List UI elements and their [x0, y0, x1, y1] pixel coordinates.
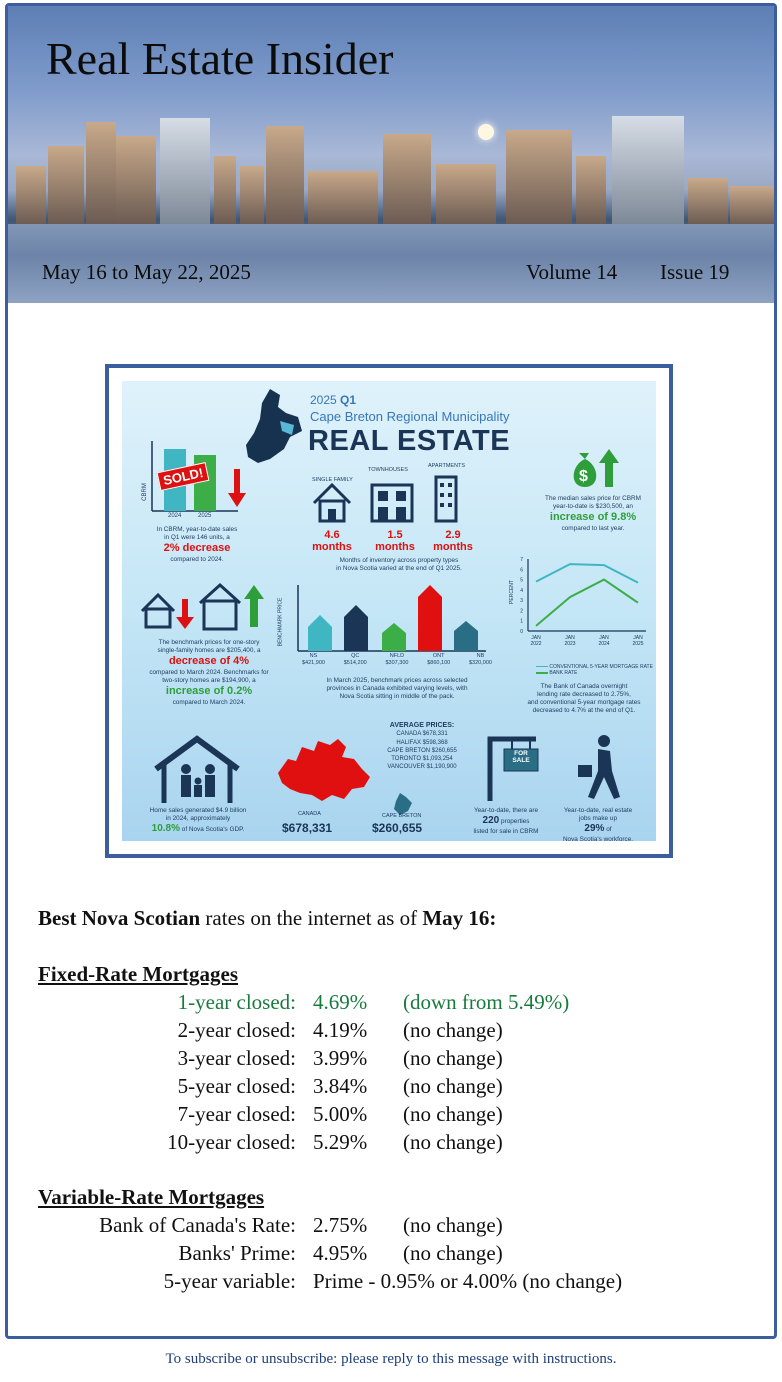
price-ns: $421,900	[302, 659, 325, 666]
jobs-tail: Nova Scotia's workforce.	[562, 835, 634, 841]
y-tick-label: 1	[520, 618, 523, 625]
gdp-highlight: 10.8%	[151, 823, 180, 834]
bank-rate-line	[536, 580, 638, 626]
subscribe-footer: To subscribe or unsubscribe: please reply to this message with instructions.	[165, 1351, 617, 1367]
newsletter-title: Real Estate Insider	[46, 33, 394, 84]
mortgage-rate-line	[536, 564, 638, 583]
intro-text: rates on the internet as of	[200, 906, 423, 930]
x-tick-label: 2024	[598, 641, 610, 647]
rate-value: 2.75%	[313, 1213, 368, 1237]
for-sale-sign-icon	[482, 735, 542, 801]
rate-label: 5-year variable:	[163, 1269, 296, 1293]
canada-label: CANADA	[298, 811, 321, 817]
canada-map-icon	[272, 737, 372, 811]
listings-tail: listed for sale in CBRM	[473, 827, 539, 835]
fixed-row	[0, 1102, 782, 1128]
rate-label: 2-year closed:	[177, 1018, 296, 1042]
avg-vancouver: VANCOUVER $1,190,900	[387, 763, 457, 770]
benchmark-axis-label: BENCHMARK PRICE	[277, 597, 284, 647]
price-ont: $860,100	[427, 659, 451, 666]
rate-note: (no change)	[403, 1018, 503, 1042]
inventory-value-town: 1.5	[387, 529, 403, 541]
legend-mortgage: CONVENTIONAL 5-YEAR MORTGAGE RATE	[549, 664, 653, 670]
rate-line-chart	[506, 553, 654, 661]
intro-bold-1: Best Nova Scotian	[38, 906, 201, 930]
date-range: May 16 to May 22, 2025	[42, 260, 251, 284]
avg-halifax: HALIFAX $598,368	[396, 739, 448, 746]
provinces-text: In March 2025, benchmark prices across selected provinces in Canada exhibited varying levels, with Nova Scotia sitting in middle of the pack.	[326, 677, 468, 700]
avg-cape-breton: CAPE BRETON $260,655	[387, 747, 457, 754]
benchmark-highlight-1: decrease of 4%	[168, 655, 250, 667]
inventory-type-apt: APARTMENTS	[428, 463, 466, 469]
rate-value: Prime - 0.95% or 4.00% (no change)	[313, 1269, 623, 1293]
inventory-type-town: TOWNHOUSES	[368, 467, 408, 473]
house-ns	[308, 615, 332, 651]
homes-icon	[138, 581, 266, 635]
province-nb: NB	[476, 653, 485, 659]
fixed-row	[0, 990, 782, 1016]
benchmark-tail: compared to March 2024.	[172, 698, 246, 706]
inventory-unit-single: months	[312, 540, 352, 553]
variable-row	[0, 1269, 782, 1295]
variable-row	[0, 1213, 782, 1239]
volume-number: Volume 14	[526, 260, 618, 284]
listings-mid: properties	[501, 818, 530, 825]
avg-canada: CANADA $678,331	[396, 731, 448, 738]
x-tick-label: JAN	[633, 635, 643, 641]
rate-text: The Bank of Canada overnight lending rate decreased to 2.75%, and conventional 5-year mortgage rates decreased to 4.7% at the end of Q1.	[527, 683, 641, 714]
median-tail: compared to last year.	[561, 524, 625, 532]
inventory-text: Months of inventory across property types in Nova Scotia varied at the end of Q1 2025.	[336, 557, 462, 572]
rate-value: 4.95%	[313, 1241, 368, 1265]
rate-label: 1-year closed:	[177, 990, 296, 1014]
province-price-chart	[290, 581, 490, 661]
fixed-row	[0, 1046, 782, 1072]
rate-note: (down from 5.49%)	[403, 990, 570, 1014]
fixed-rate-title: Fixed-Rate Mortgages	[38, 962, 239, 986]
y-tick-label: 7	[520, 557, 523, 563]
sold-badge: SOLD!	[157, 462, 210, 491]
house-qc	[344, 605, 368, 651]
inventory-unit-apt: months	[433, 540, 473, 553]
rate-value: 4.69%	[313, 990, 368, 1014]
inventory-value-single: 4.6	[324, 529, 340, 541]
canada-price: $678,331	[282, 821, 333, 835]
cb-label: CAPE BRETON	[382, 813, 422, 819]
y-tick-label: 4	[520, 587, 523, 594]
gdp-tail: of Nova Scotia's GDP.	[181, 826, 245, 833]
house-nb	[454, 621, 478, 651]
avg-title: AVERAGE PRICES:	[389, 722, 455, 729]
rate-label: 10-year closed:	[167, 1130, 296, 1154]
province-nfld: NFLD	[389, 653, 405, 659]
sales-tail: compared to 2024.	[170, 555, 224, 563]
infographic-box	[105, 364, 673, 858]
rate-value: 5.29%	[313, 1130, 368, 1154]
year-2024-label: 2024	[168, 513, 182, 519]
benchmark-highlight-2: increase of 0.2%	[165, 684, 253, 697]
year-label: 2025	[310, 393, 337, 407]
rate-note: (no change)	[403, 1130, 503, 1154]
walking-worker-icon	[574, 733, 626, 803]
benchmark-text-1: The benchmark prices for one-story single-family homes are $205,400, a	[157, 639, 261, 654]
median-highlight: increase of 9.8%	[549, 511, 637, 523]
rate-note: (no change)	[403, 1046, 503, 1070]
province-qc: QC	[351, 653, 360, 659]
issue-number: Issue 19	[660, 260, 730, 284]
rate-label: Bank of Canada's Rate:	[99, 1213, 296, 1237]
jobs-mid: of	[606, 826, 612, 833]
rate-note: (no change)	[403, 1074, 503, 1098]
house-nfld	[382, 623, 406, 651]
x-tick-label: 2023	[564, 641, 576, 647]
y-tick-label: 2	[520, 608, 523, 615]
price-qc: $514,200	[343, 659, 367, 666]
y-tick-label: 6	[520, 567, 523, 574]
fixed-row	[0, 1018, 782, 1044]
house-ont	[418, 585, 442, 651]
svg-text:$: $	[579, 468, 588, 485]
rate-label: Banks' Prime:	[178, 1241, 296, 1265]
sales-text: In CBRM, year-to-date sales in Q1 were 146 units, a	[156, 526, 238, 541]
jobs-highlight: 29%	[584, 823, 605, 834]
moon-image	[478, 124, 494, 140]
rate-value: 3.99%	[313, 1046, 368, 1070]
y-tick-label: 0	[520, 629, 523, 635]
family-house-icon	[152, 735, 242, 805]
city-skyline-image	[8, 101, 774, 226]
cbrm-axis-label: CBRM	[141, 483, 148, 501]
rate-label: 5-year closed:	[177, 1074, 296, 1098]
rates-intro	[38, 906, 496, 931]
rate-value: 3.84%	[313, 1074, 368, 1098]
province-ns: NS	[309, 653, 318, 659]
avg-toronto: TORONTO $1,093,254	[391, 755, 453, 762]
rate-label: 3-year closed:	[177, 1046, 296, 1070]
x-tick-label: JAN	[565, 635, 575, 641]
listings-highlight: 220	[482, 815, 500, 826]
inventory-value-apt: 2.9	[445, 529, 461, 541]
region-label: Cape Breton Regional Municipality	[310, 409, 510, 424]
inventory-unit-town: months	[375, 540, 415, 553]
y-tick-label: 3	[520, 598, 523, 605]
rate-note: (no change)	[403, 1102, 503, 1126]
price-nb: $320,000	[469, 659, 492, 666]
benchmark-text-2: compared to March 2024. Benchmarks for two-story homes are $194,900, a	[149, 668, 269, 684]
price-nfld: $307,300	[385, 659, 409, 666]
legend-bank: BANK RATE	[549, 670, 578, 677]
x-tick-label: 2022	[530, 641, 542, 647]
variable-row	[0, 1241, 782, 1267]
down-arrow-icon	[228, 469, 246, 507]
infographic	[122, 381, 656, 841]
rate-value: 4.19%	[313, 1018, 368, 1042]
fixed-row	[0, 1074, 782, 1100]
gdp-text: Home sales generated $4.9 billion in 2024, approximately	[149, 807, 247, 822]
x-tick-label: JAN	[531, 635, 541, 641]
rate-note: (no change)	[403, 1241, 503, 1265]
fixed-row	[0, 1130, 782, 1156]
year-2025-label: 2025	[198, 513, 212, 519]
for-sale-text: FOR SALE	[512, 750, 530, 764]
sales-highlight: 2% decrease	[163, 542, 231, 554]
jobs-text: Year-to-date, real estate jobs make up	[563, 807, 633, 822]
variable-rate-title: Variable-Rate Mortgages	[38, 1185, 265, 1209]
rate-axis-label: PERCENT	[508, 580, 515, 604]
x-tick-label: 2025	[632, 641, 644, 647]
x-tick-label: JAN	[599, 635, 609, 641]
median-text: The median sales price for CBRM year-to-date is $230,500, an	[545, 495, 641, 510]
money-bag-icon	[565, 443, 625, 491]
rate-value: 5.00%	[313, 1102, 368, 1126]
quarter-label: Q1	[340, 393, 357, 407]
province-ont: ONT	[432, 653, 445, 659]
listings-text: Year-to-date, there are	[473, 807, 539, 814]
rate-note: (no change)	[403, 1213, 503, 1237]
cb-price: $260,655	[372, 821, 423, 835]
rate-label: 7-year closed:	[177, 1102, 296, 1126]
property-types-icon	[308, 475, 468, 527]
y-tick-label: 5	[520, 577, 523, 584]
intro-bold-2: May 16:	[422, 906, 497, 930]
infographic-heading: REAL ESTATE	[308, 425, 511, 457]
inventory-type-single: SINGLE FAMILY	[312, 477, 353, 483]
masthead-banner	[8, 6, 774, 303]
